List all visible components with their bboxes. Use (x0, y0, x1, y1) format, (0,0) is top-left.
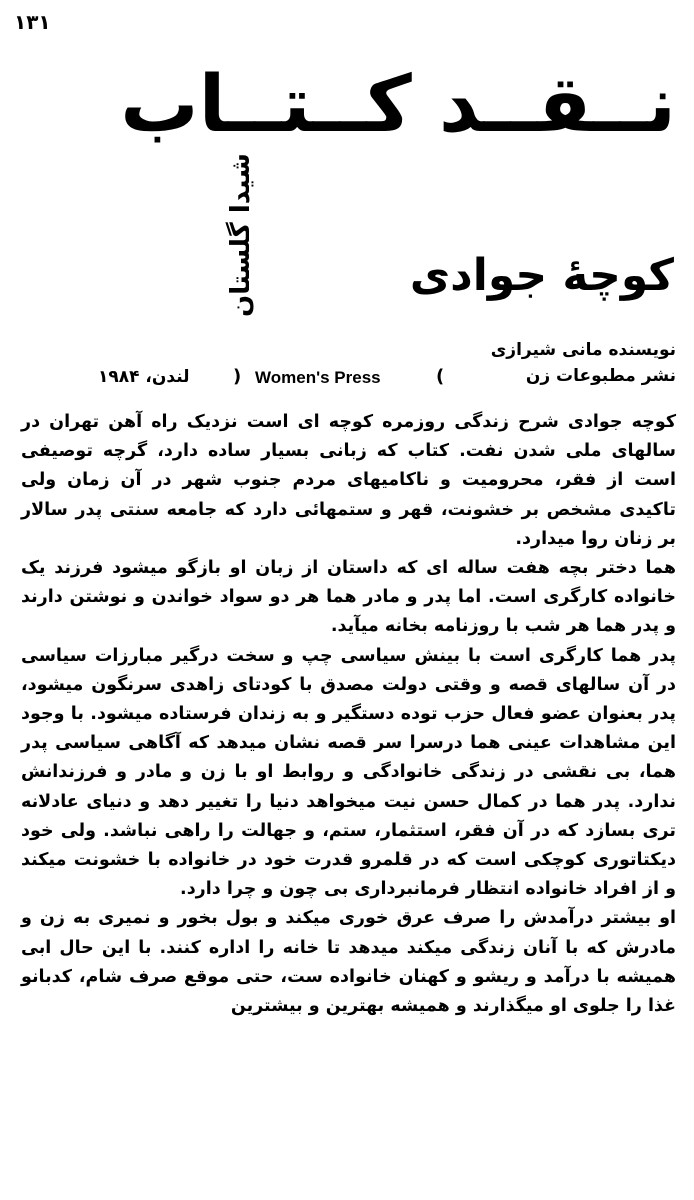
page-number: ۱۳۱ (14, 10, 51, 34)
paragraph: هما دختر بچه هفت ساله ای که داستان از زبان او بازگو میشود فرزند یک خانواده کارگری است. اما پدر و مادر هما هر دو سواد خواندن و نوشتن دارند و پدر هما هر شب با روزنامه بخانه میآید. (21, 558, 676, 637)
paren-close: ) (233, 366, 242, 387)
place-year: لندن، ۱۹۸۴ (98, 367, 190, 387)
author-name: شیدا گلستان (226, 153, 257, 317)
section-title: نــقــد کــتــاب (120, 60, 676, 150)
paragraph: پدر هما کارگری است با بینش سیاسی چپ و سخت درگیر مبارزات سیاسی در آن سالهای قصه و وقتی دولت مصدق با کودتای زاهدی سرنگون میشود، پدر بعنوان عضو فعال حزب توده دستگیر و به زندان فرستاده میشود. با وجود این مشاهدات عینی هما درسرا سر قصه نشان میدهد که آگاهی سیاسی پدر هما، بی نقشی در زندگی خانوادگی و روابط او با زن و مادر و فرزندانش ندارد. پدر هما در کمال حسن نیت میخواهد دنیا را تغییر دهد و دنیای عادلانه تری بسازد که در آن فقر، استثمار، ستم، و جهالت را راهی نباشد. ولی خود دیکتاتوری کوچکی است که در قلمرو قدرت خود در خانواده با خشونت میکند و از افراد خانواده انتظار فرمانبرداری بی چون و چرا دارد. (21, 645, 676, 900)
book-title: کوچهٔ جوادی (409, 250, 674, 301)
publisher-persian: نشر مطبوعات زن (525, 366, 676, 386)
author-byline (216, 153, 266, 317)
book-metadata (116, 337, 676, 389)
writer-line: نویسنده مانی شیرازی (490, 340, 676, 360)
publisher-line (116, 363, 676, 389)
publisher-english: Women's Press (255, 368, 381, 387)
paren-open: ( (436, 366, 445, 387)
paragraph: او بیشتر درآمدش را صرف عرق خوری میکند و بول بخور و نمیری به زن و مادرش که با آنان زندگی میکند میدهد تا خانه را اداره کنند. با این حال ابی همیشه با درآمد و ریشو و کهنان خانواده ست، حتی موقع صرف شام، کدبانو غذا را جلوی او میگذارند و همیشه بهترین و بیشترین (21, 908, 676, 1017)
review-body (21, 408, 676, 1021)
paragraph: کوچه جوادی شرح زندگی روزمره کوچه ای است نزدیک راه آهن تهران در سالهای ملی شدن نفت. کتاب که زبانی بسیار ساده دارد، گرچه توصیفی است از فقر، محرومیت و ناکامیهای مردم جنوب شهر در آن زمان ولی تاکیدی مشخص بر خشونت، قهر و ستمهائی دارد که جامعه سنتی پدر سالار بر زنان روا میدارد. (21, 412, 676, 549)
